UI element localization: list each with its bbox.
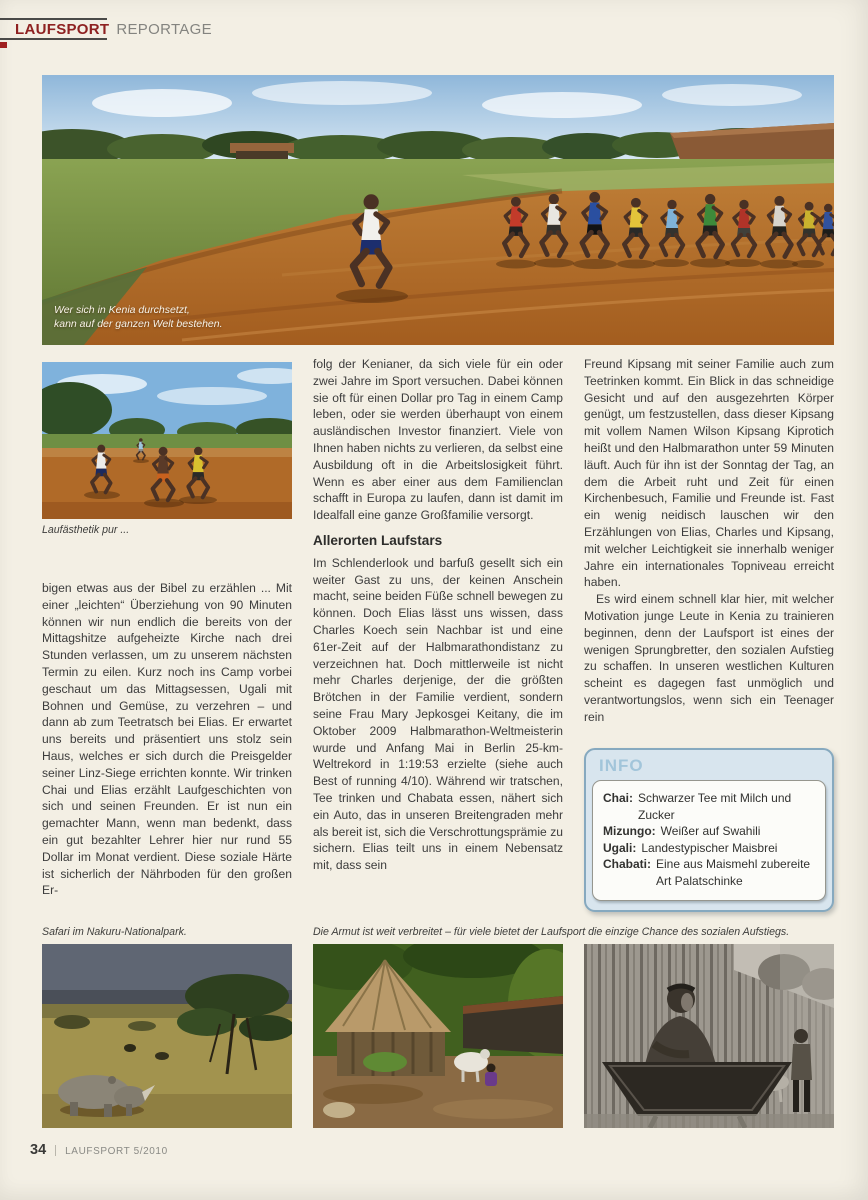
photo-track-runners	[42, 362, 292, 519]
hero-photo-runners-kenya	[42, 75, 834, 345]
masthead	[15, 21, 212, 38]
village-person	[485, 1064, 497, 1087]
column-right	[584, 356, 834, 726]
column-left	[42, 580, 292, 899]
column-middle	[313, 356, 563, 874]
hero-caption	[54, 303, 223, 331]
info-box-title: INFO	[599, 756, 644, 775]
photo-safari-rhino	[42, 944, 292, 1128]
photo-woman-wheelbarrow	[584, 944, 834, 1128]
info-definition: Landestypischer Maisbrei	[641, 840, 778, 855]
photo-village-hut	[313, 944, 563, 1128]
right-paragraph-1: Freund Kipsang mit seiner Familie auch zum Teetrinken kommt. Ein Blick in das schneidige Gesicht und auf den ausgezehrten Körper genügt, um festzustellen, dass dieser Kipsang mit vollem Namen Wilson Kipsang Kiprotich heißt und den Halbmarathon unter 59 Minuten läuft. Auch für ihn ist der Sonntag der Tag, an dem die Arbeit ruht und Zeit für einen Kirchenbesuch, Familie und Freunde ist. Fast ein wenig neidisch lauschen wir den Erzählungen von Elias, Charles und Kipsang, mit welcher Leichtigkeit sie innerhalb weniger Jahre ein internationales Topniveau erreicht haben.	[584, 357, 834, 590]
info-entry-chabati	[603, 856, 817, 889]
safari-photo-illustration	[42, 944, 292, 1128]
masthead-rule-bottom	[0, 38, 107, 40]
red-registration-mark	[0, 42, 7, 48]
info-box-body	[592, 780, 826, 901]
info-entry-chai	[603, 790, 817, 823]
subheading-allerorten-laufstars: Allerorten Laufstars	[313, 532, 443, 548]
left-column-paragraph: bigen etwas aus der Bibel zu erzählen ... Mit einer „leichten“ Überziehung von 90 Minuten können wir nun endlich die bereits von der Mittagshitze aufgeheizte Kirche nach drei Stunden verlassen, um zu unserem nächsten Termin zu eilen. Kurz noch ins Camp vorbei geschaut um das Mittagsessen, Ugali mit Bohnen und Gemüse, zu verzehren – und dann ab zum Teetratsch bei Elias. Er erwartet uns bereits und präsentiert uns stolz sein Haus, welches er sich durch die Preisgelder seiner Linz-Siege errichten konnte. Wir trinken Chai und Elias erzählt Laufgeschichten von sich und seinen Freunden. Er ist nun ein gemachter Mann, wenn man bedenkt, dass ein gut bezahlter Lehrer hier nur rund 55 Dollar im Monat verdient. Diese soziale Härte ist sicherlich der Nährboden für den großen Er-	[42, 581, 292, 898]
track-photo-illustration	[42, 362, 292, 519]
caption-poverty-photos: Die Armut ist weit verbreitet – für viele bietet der Laufsport die einzige Chance des sozialen Aufstiegs.	[313, 926, 790, 938]
footer-divider	[55, 1145, 56, 1156]
magazine-brand: LAUFSPORT	[15, 21, 110, 38]
caption-track-photo: Laufästhetik pur ...	[42, 524, 130, 536]
middle-paragraph-2: Im Schlenderlook und barfuß gesellt sich ein weiter Gast zu uns, der keinen Anschein macht, seine beiden Füße schnell bewegen zu können. Doch Elias lässt uns wissen, dass Charles Koech sein Nachbar ist und eine 61er-Zeit auf der Halbmarathondistanz zu verzeichnen hat. Doch mittlerweile ist nicht mehr Charles derjenige, der die größten Brötchen in der Familie verdient, sondern seine Frau Mary Jepkosgei Keitany, die im Oktober 2009 Halbmarathon-Weltmeisterin wurde und Anfang Mai in Berlin 25-km-Weltrekord in 1:19:53 erzielte (siehe auch Best of running 4/10). Während wir tratschen, Tee trinken und Chabata essen, nähert sich ein Auto, das in unseren Breitengraden mehr als bereit ist, sich die Verschrottungsprämie zu sichern. Elias teilt uns in einem Nebensatz mit, dass sein	[313, 555, 563, 873]
caption-safari-photo: Safari im Nakuru-Nationalpark.	[42, 926, 187, 938]
info-definition: Schwarzer Tee mit Milch und Zucker	[638, 791, 792, 822]
info-entry-mizungo	[603, 823, 817, 840]
section-label: REPORTAGE	[116, 21, 212, 38]
info-entry-ugali	[603, 840, 817, 857]
track-grass-strip	[42, 434, 292, 450]
page-number: 34	[30, 1142, 47, 1158]
wheelbarrow-photo-illustration	[584, 944, 834, 1128]
village-sack	[323, 1102, 355, 1118]
info-term: Mizungo:	[603, 824, 656, 839]
masthead-rule-top	[0, 18, 107, 20]
village-photo-illustration	[313, 944, 563, 1128]
info-term: Chabati:	[603, 857, 651, 872]
info-definition: Eine aus Maismehl zubereite Art Palatschinke	[656, 857, 811, 888]
right-paragraph-2: Es wird einem schnell klar hier, mit welcher Motivation junge Leute in Kenia zu trainieren beginnen, denn der Laufsport ist eines der wenigen Sprungbretter, den sozialen Aufstieg zu schaffen. In unseren westlichen Kulturen scheint es dagegen fast unmöglich und verantwortungslos, wenn sich ein Teenager rein	[584, 592, 834, 724]
hero-caption-line2: kann auf der ganzen Welt bestehen.	[54, 318, 223, 330]
middle-paragraph-1: folg der Kenianer, da sich viele für ein oder zwei Jahre im Sport versuchen. Dabei können sie oft für einen Dollar pro Tag in einem Camp leben, oder sie werden überhaupt von einem ausländischen Investor finanziert. Viele von Ihnen haben nichts zu verlieren, da selbst eine Ausbildung oft in die Arbeitslosigkeit führt. Wenn es aber einer aus dem Familienclan schafft in Europa zu laufen, dann ist damit im Idealfall eine ganze Großfamilie versorgt.	[313, 357, 563, 523]
hero-caption-line1: Wer sich in Kenia durchsetzt,	[54, 304, 190, 316]
info-term: Ugali:	[603, 840, 637, 855]
info-box	[584, 748, 834, 912]
page-footer	[30, 1142, 168, 1158]
info-term: Chai:	[603, 791, 633, 805]
village-bush	[363, 1052, 407, 1072]
village-shed	[463, 996, 563, 1054]
magazine-issue: LAUFSPORT 5/2010	[65, 1146, 168, 1157]
info-definition: Weißer auf Swahili	[660, 824, 761, 839]
